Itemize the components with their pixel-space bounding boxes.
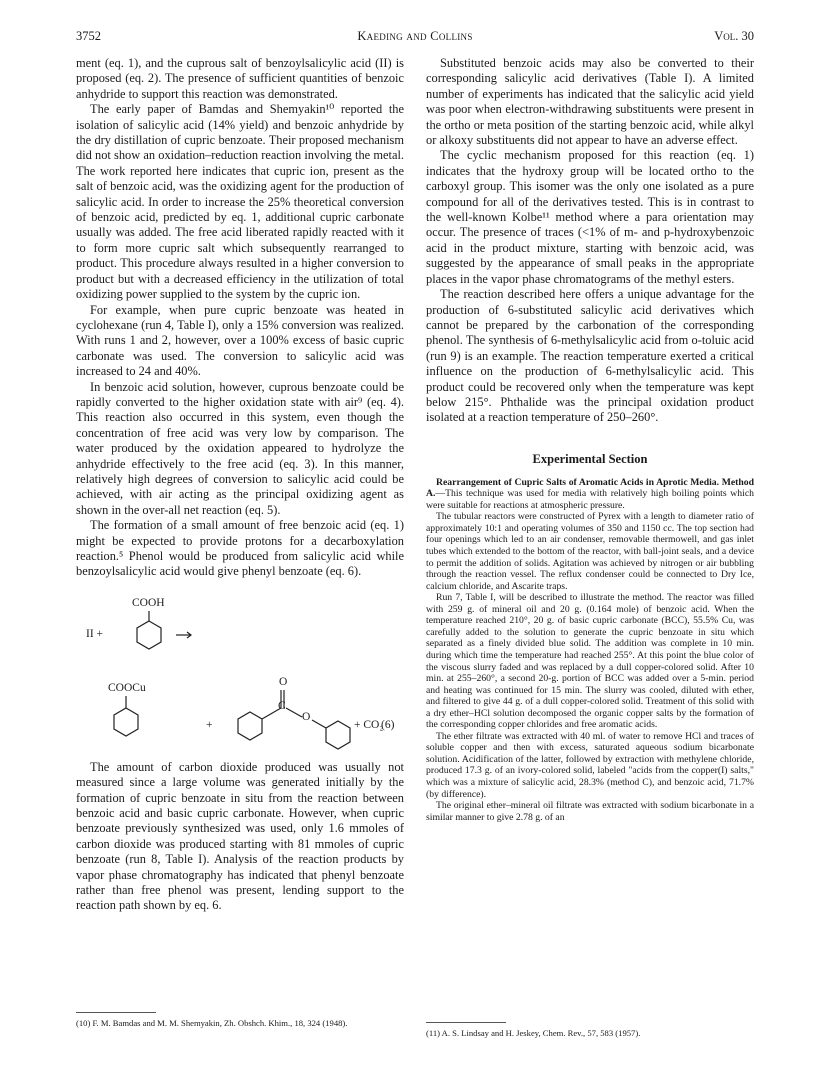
footnote-11: (11) A. S. Lindsay and H. Jeskey, Chem. Rev., 57, 583 (1957).	[426, 1028, 641, 1038]
benzene-ring	[114, 708, 138, 736]
paragraph: Run 7, Table I, will be described to illustrate the method. The reactor was filled with 259 g. of mineral oil and 20 g. (0.164 mole) of benzoic acid. When the temperature reached 210°, 20 g. of basic cupric carbonate (BCC), 55.5% Cu, was carefully added to the solution to generate the cupric benzoate in situ which separated as a finely divided blue solid. The addition was complete in 10 min. during which time the temperature had reached 255°. At this point the blue color of the viscous slurry faded and was replaced by a dull copper-colored solid. After 10 min. at 255–260°, a second 20-g. portion of BCC was added over a 5-min. period and heating was continued for 15 min. The slurry was cooled, diluted with ether, and filtered to give 44 g. of a dull copper-colored solid. Treatment of this solid with a dry ether–HCl solution decomposed the organic copper salts by the formation of the corresponding copper chlorides and free aromatic acids.	[426, 592, 754, 731]
paragraph: The cyclic mechanism proposed for this reaction (eq. 1) indicates that the hydroxy group will be located ortho to the carboxyl group. This isomer was the only one isolated as a pure compound for all of the derivatives tested. This is in contrast to the well-known Kolbe¹¹ method where a para orientation may occur. The presence of traces (<1% of m- and p-hydroxybenzoic acid in the product mixture, starting with benzoic acid, was suggested by the appearance of small peaks in the appropriate places in the vapor phase chromatograms of the methyl esters.	[426, 148, 754, 286]
equation-number: (6)	[381, 718, 395, 731]
reactant-label: II +	[86, 627, 104, 640]
paragraph: The reaction described here offers a unique advantage for the production of 6-substituted salicylic acid derivatives which cannot be prepared by the carbonation of the corresponding phenol. The synthesis of 6-methylsalicylic acid from o-toluic acid (run 9) is an example. The reaction temperature exerted a critical influence on the production of 6-methylsalicylic acid. This product could be recovered only when the temperature was kept below 215°. Phthalide was the principal oxidation product isolated at a reaction temperature of 250–260°.	[426, 287, 754, 425]
footnote-rule	[76, 1012, 156, 1013]
paragraph: The early paper of Bamdas and Shemyakin¹⁰ reported the isolation of salicylic acid (14% yield) and benzoic anhydride by the dry distillation of cupric benzoate. Their proposed mechanism did not show an oxidation–reduction reaction involving the metal. The work reported here indicates that cupric ion, present as the salt of benzoic acid, was the oxidizing agent for the production of salicylic acid. In order to increase the 25% theoretical conversion of benzoic acid, predicted by eq. 1, additional cupric carbonate usually was added. The free acid liberated rapidly reacted with it to form more cupric salt which subsequently rearranged to product. This procedure always resulted in a higher conversion to product but with a decreased efficiency in the utilization of total oxidizing power supplied to the system by the cupric ion.	[76, 102, 404, 302]
running-title: Kaeding and Collins	[357, 29, 473, 43]
left-column	[76, 56, 404, 914]
paragraph: The formation of a small amount of free benzoic acid (eq. 1) might be expected to provide protons for a decarboxylation reaction.⁵ Phenol would be produced from salicylic acid while benzoylsalicylic acid would give phenyl benzoate (eq. 6).	[76, 518, 404, 579]
paragraph: —This technique was used for media with relatively high boiling points which were suitable for reactions at atmospheric pressure.	[426, 488, 754, 511]
benzene-ring	[137, 621, 161, 649]
paragraph: In benzoic acid solution, however, cuprous benzoate could be rapidly converted to the higher oxidation state with air⁹ (eq. 4). This reaction also occurred in this system, even though the concentration of free acid was very low by comparison. The water produced by the oxidation appeared to hydrolyze the anhydride effectively to the free acid (eq. 3). In this manner, relatively high degrees of conversion to salicylic acid could be achieved, with air acting as the principal oxidizing agent as shown in the over-all net reaction (eq. 5).	[76, 379, 404, 517]
footnote-10: (10) F. M. Bamdas and M. M. Shemyakin, Zh. Obshch. Khim., 18, 324 (1948).	[76, 1018, 348, 1028]
ester-o-label: O	[302, 710, 311, 723]
running-header	[76, 29, 754, 47]
paragraph: The amount of carbon dioxide produced was usually not measured since a large volume was generated initially by the formation of cupric benzoate in situ from the reaction between benzoic acid and basic cupric carbonate. However, when cupric benzoate previously synthesized was used, only 1.6 mmoles of carbon dioxide was produced starting with 81 mmoles of cupric benzoate (run 8, Table I). Analysis of the reaction products by vapor phase chromatography has indicated that phenyl benzoate rather than free phenol was present, lending support to the reaction path shown by eq. 6.	[76, 759, 404, 913]
paragraph: The tubular reactors were constructed of Pyrex with a length to diameter ratio of approximately 10:1 and operating volumes of 350 and 1150 cc. The top section had four openings which led to an air condenser, removable thermowell, and gas inlet tubes which extended to the bottom of the reactor, with ball-joint seals, and a device to permit the addition of solids. Agitation was achieved by nitrogen or air bubbling through the reaction vessel. The reflux condenser could be connected to Dry Ice, calcium chloride, and Ascarite traps.	[426, 511, 754, 592]
experimental-text	[426, 477, 754, 823]
coocu-label: COOCu	[108, 681, 146, 694]
volume-label: Vol. 30	[714, 29, 754, 43]
method-heading: Rearrangement of Cupric Salts of Aromatic Acids in Aprotic Media. Method A.	[426, 476, 754, 500]
page-number: 3752	[76, 29, 101, 43]
reaction-scheme-eq6	[76, 580, 404, 760]
plus-sign: +	[206, 718, 213, 731]
carbonyl-c-label: C	[278, 699, 286, 712]
paragraph: The original ether–mineral oil filtrate was extracted with sodium bicarbonate in a similar manner to give 2.78 g. of an	[426, 800, 754, 823]
cooh-label: COOH	[132, 596, 165, 609]
right-column	[426, 56, 754, 823]
paragraph: Substituted benzoic acids may also be converted to their corresponding salicylic acid derivatives (Table I). A limited number of experiments has indicated that the salicylic acid yield was poor when electron-withdrawing substituents were present in the ortho or meta position of the starting benzoic acid, while alkyl or alkoxy substituents did not appear to have an adverse effect.	[426, 56, 754, 148]
carbonyl-o-label: O	[279, 675, 288, 688]
benzene-ring	[326, 721, 350, 749]
co2-label: + CO₂	[354, 718, 384, 731]
benzene-ring	[238, 712, 262, 740]
section-title: Experimental Section	[532, 451, 648, 466]
scheme-drawing	[76, 580, 404, 760]
paragraph: ment (eq. 1), and the cuprous salt of benzoylsalicylic acid (II) is proposed (eq. 2). The presence of sufficient quantities of benzoic anhydride to support this reaction was demonstrated.	[76, 56, 404, 101]
paragraph: For example, when pure cupric benzoate was heated in cyclohexane (run 4, Table I), only a 15% conversion was realized. With runs 1 and 2, however, over a 100% excess of basic cupric carbonate was used. The conversion to salicylic acid was increased to 24 and 40%.	[76, 302, 404, 379]
paragraph: The ether filtrate was extracted with 40 ml. of water to remove HCl and traces of soluble copper and then with excess, saturated aqueous sodium bicarbonate solution. Acidification of the latter, followed by extraction with methylene chloride, produced 17.3 g. of an ivory-colored solid, labeled "acids from the copper(I) salts," which was a mixture of salicylic acid, 28.3% (method C), and benzoic acid, 71.7% (by difference).	[426, 730, 754, 800]
footnote-rule	[426, 1022, 506, 1023]
